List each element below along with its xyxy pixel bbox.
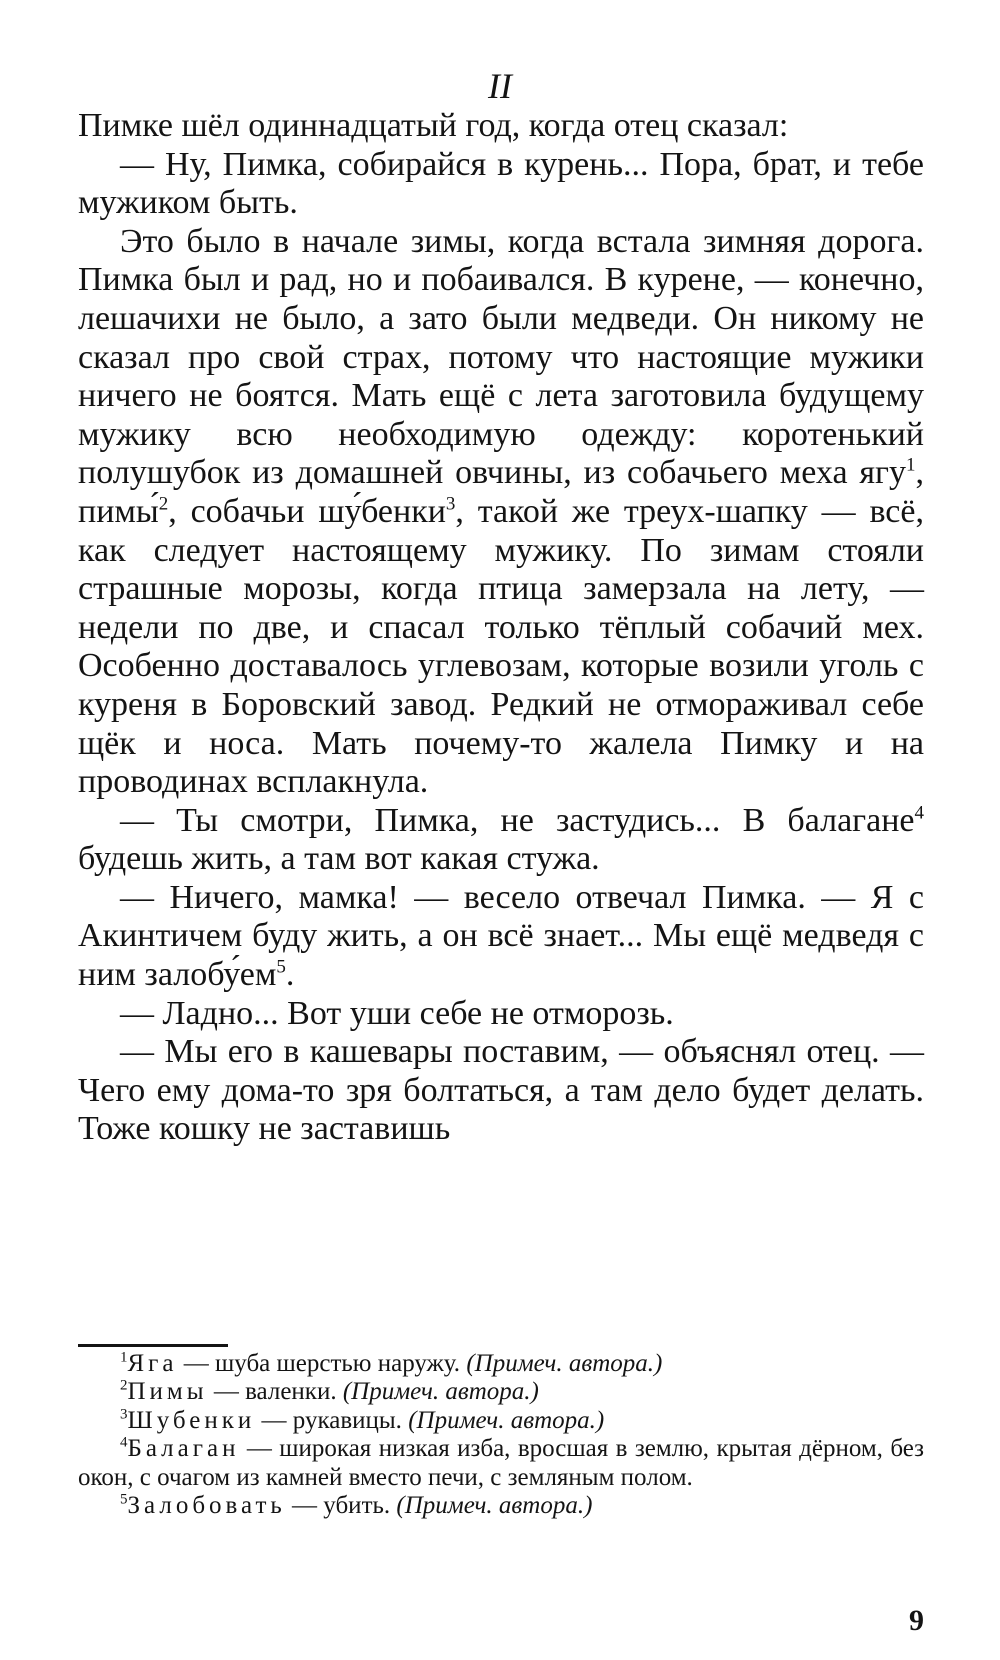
chapter-heading: II xyxy=(488,66,512,106)
footnote-text: — широкая низкая изба, вросшая в землю, крытая дёрном, без окон, с очагом из камней вместо печи, с земляным полом. xyxy=(78,1435,924,1491)
footnote-term: Балаган xyxy=(127,1435,240,1463)
footnote xyxy=(78,1407,924,1435)
text-run: будешь жить, а там вот какая стужа. xyxy=(78,840,600,878)
footnote-text: — шуба шерстью наружу. xyxy=(177,1350,467,1377)
footnote-ref: 5 xyxy=(276,956,286,978)
paragraph: — Ладно... Вот уши себе не отморозь. xyxy=(120,994,674,1032)
footnote-number: 2 xyxy=(120,1378,128,1395)
footnote-text: — валенки. xyxy=(207,1378,343,1406)
footnote-author-note: (Примеч. автора.) xyxy=(408,1406,605,1434)
paragraph: Пимке шёл одиннадцатый год, когда отец сказал: xyxy=(78,107,789,144)
text-run: , собачьи шу́бенки xyxy=(168,492,446,530)
footnote-author-note: (Примеч. автора.) xyxy=(342,1378,539,1406)
footnote-term: Залобовать xyxy=(127,1492,286,1520)
text-run: — Ты смотри, Пимка, не застудись... В балагане xyxy=(120,801,915,839)
footnote xyxy=(78,1435,924,1492)
footnote-number: 3 xyxy=(120,1406,128,1423)
page-number: 9 xyxy=(909,1604,924,1637)
paragraph xyxy=(78,879,924,995)
footnote-number: 4 xyxy=(120,1434,128,1451)
paragraph: — Ну, Пимка, собирайся в курень... Пора, брат, и тебе мужиком быть. xyxy=(78,145,924,222)
footnote-number: 1 xyxy=(120,1349,128,1366)
footnote xyxy=(78,1350,924,1378)
footnote-number: 5 xyxy=(120,1491,128,1508)
footnote-term: Яга xyxy=(127,1350,178,1377)
text-run: — Ничего, мамка! — весело отвечал Пимка. — Я с Акинтичем буду жить, а он всё знает... Мы ещё медведя с ним залобу́ем xyxy=(78,878,924,994)
footnote-term: Пимы xyxy=(127,1378,208,1406)
paragraph xyxy=(78,223,924,802)
footnote-author-note: (Примеч. автора.) xyxy=(466,1350,663,1377)
text-run: , такой же треух-шапку — всё, как следует настоящему мужику. По зимам стояли страшные морозы, когда птица замерзала на лету, — недели по две, и спасал только тёплый собачий мех. Особенно доставалось углевозам, которые возили уголь с куреня в Боровский завод. Редкий не отмораживал себе щёк и носа. Мать почему-то жалела Пимку и на проводинах всплакнула. xyxy=(78,492,924,801)
footnote-ref: 2 xyxy=(158,493,169,515)
body-text xyxy=(78,107,924,1149)
paragraph xyxy=(78,802,924,879)
footnote-divider xyxy=(78,1344,228,1347)
text-run: . xyxy=(285,956,295,994)
paragraph: — Мы его в кашевары поставим, — объяснял отец. — Чего ему дома-то зря болтаться, а там дело будет делать. Тоже кошку не заставишь xyxy=(78,1033,924,1148)
footnote-text: — рукавицы. xyxy=(255,1406,409,1434)
footnote-ref: 3 xyxy=(445,493,456,515)
footnote-term: Шубенки xyxy=(127,1406,256,1434)
footnote-ref: 1 xyxy=(906,455,916,477)
footnote-author-note: (Примеч. автора.) xyxy=(396,1492,593,1520)
footnotes xyxy=(78,1350,924,1520)
footnote-ref: 4 xyxy=(914,802,924,824)
footnote xyxy=(78,1378,924,1406)
text-run: , пимы́ xyxy=(78,454,924,530)
text-run: Это было в начале зимы, когда встала зимняя дорога. Пимка был и рад, но и побаивался. В курене, — конечно, лешачихи не было, а зато были медведи. Он никому не сказал про свой страх, потому что настоящие мужики ничего не боятся. Мать ещё с лета заготовила будущему мужику всю необходимую одежду: коротенький полушубок из домашней овчины, из собачьего меха ягу xyxy=(78,222,924,492)
footnote-text: — убить. xyxy=(285,1492,397,1520)
footnote xyxy=(78,1492,924,1520)
